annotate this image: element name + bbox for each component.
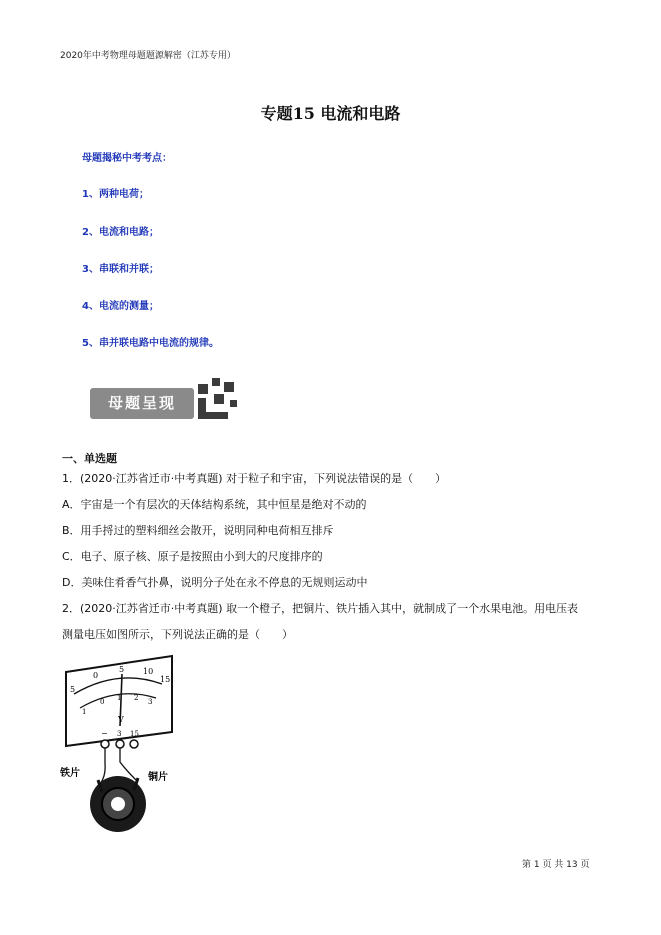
key-point-item: 2、电流和电路； <box>82 227 159 238</box>
question-stem: 2．(2020·江苏省迁市·中考真题) 取一个橙子，把铜片、铁片插入其中，就制成了一个水果电池。用电压表 <box>62 602 579 615</box>
copper-label: 铜片 <box>148 772 168 783</box>
page-footer: 第 1 页 共 13 页 <box>522 860 590 870</box>
orange-core <box>111 797 125 811</box>
unit-label: V <box>118 715 124 724</box>
question-stem: 1．(2020·江苏省迁市·中考真题) 对于粒子和宇宙，下列说法错误的是（ ） <box>62 472 447 485</box>
upper-scale-label: 15 <box>160 675 171 684</box>
upper-scale-label: 0 <box>93 671 99 680</box>
wire-right <box>120 748 136 780</box>
terminal-3v <box>116 740 124 748</box>
terminal-label: 3 <box>117 730 122 738</box>
lower-scale-label: 2 <box>134 694 139 702</box>
document-title: 专题15 电流和电路 <box>260 104 401 123</box>
key-point-item: 1、两种电荷； <box>82 189 149 200</box>
decor-square <box>224 382 234 392</box>
page-header: 2020年中考物理母题题源解密（江苏专用） <box>60 51 236 61</box>
voltmeter-figure <box>60 652 185 836</box>
wire-left <box>100 748 105 784</box>
lower-scale-label: 0 <box>100 698 105 706</box>
upper-scale-label: 5 <box>119 665 125 674</box>
section-banner <box>90 376 241 424</box>
lower-scale-label: 1 <box>82 708 87 716</box>
section-title: 一、单选题 <box>62 452 117 465</box>
key-points-heading: 母题揭秘中考考点： <box>82 153 172 164</box>
upper-scale-label: 10 <box>143 667 154 676</box>
question-stem-continued: 测量电压如图所示，下列说法正确的是（ ） <box>62 628 293 641</box>
option-b: B．用手捋过的塑料细丝会散开，说明同种电荷相互排斥 <box>62 524 334 537</box>
terminal-label: 15 <box>130 730 139 738</box>
option-a: A．宇宙是一个有层次的天体结构系统，其中恒星是绝对不动的 <box>62 498 367 511</box>
key-point-item: 5、串并联电路中电流的规律。 <box>82 338 219 349</box>
iron-label: 铁片 <box>60 768 80 779</box>
lower-scale-label: 3 <box>148 698 153 706</box>
option-c: C．电子、原子核、原子是按照由小到大的尺度排序的 <box>62 550 323 563</box>
decor-square <box>198 384 208 394</box>
terminal-label: − <box>101 729 108 738</box>
decor-square <box>198 412 228 419</box>
terminal-15v <box>130 740 138 748</box>
key-point-item: 4、电流的测量； <box>82 301 159 312</box>
decor-square <box>230 400 237 407</box>
upper-scale-label: 5 <box>70 685 76 694</box>
option-d: D．美味住肴香气扑鼻，说明分子处在永不停息的无规则运动中 <box>62 576 368 589</box>
key-point-item: 3、串联和并联； <box>82 264 159 275</box>
lower-scale-label: 1 <box>117 694 122 702</box>
decor-square <box>212 378 220 386</box>
terminal-negative <box>101 740 109 748</box>
banner-label: 母题呈现 <box>107 394 176 412</box>
decor-square <box>214 394 224 404</box>
